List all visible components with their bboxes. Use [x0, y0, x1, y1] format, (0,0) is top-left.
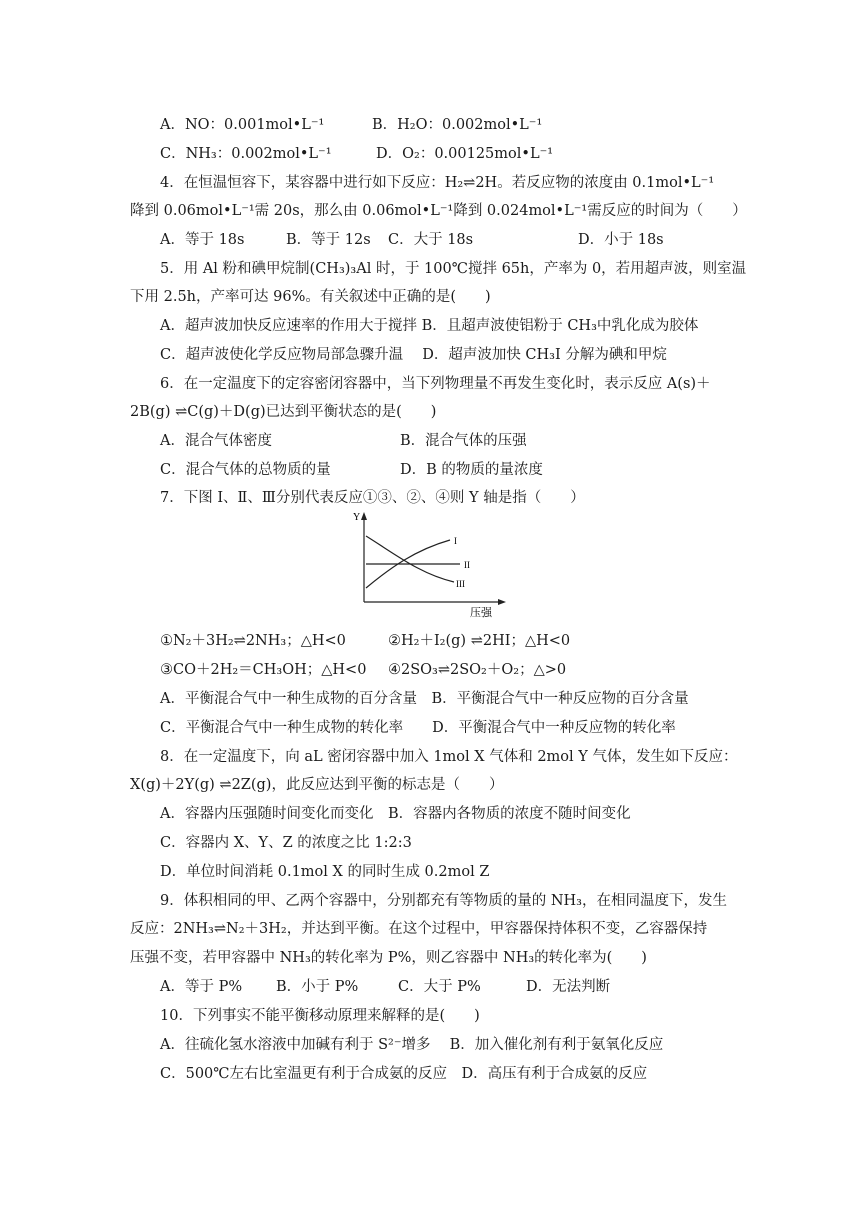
q8-options-ab: A．容器内压强随时间变化而变化 B．容器内各物质的浓度不随时间变化 [160, 806, 631, 822]
q9-option-d: D．无法判断 [526, 979, 611, 995]
q9-stem-line1: 9．体积相同的甲、乙两个容器中，分别都充有等物质的量的 NH₃，在相同温度下，发生 [160, 893, 727, 909]
curve-ii-label: II [464, 560, 470, 570]
q6-option-c: C．混合气体的总物质的量 [160, 462, 331, 478]
q7-reaction-3: ③CO＋2H₂＝CH₃OH；△H<0 [160, 662, 367, 678]
q6-option-d: D．B 的物质的量浓度 [400, 462, 543, 478]
q9-stem-line3: 压强不变，若甲容器中 NH₃的转化率为 P%，则乙容器中 NH₃的转化率为( ) [130, 950, 647, 966]
q3-option-a: A．NO：0.001mol•L⁻¹ [160, 117, 325, 133]
q5-options-cd: C．超声波使化学反应物局部急骤升温 D．超声波加快 CH₃I 分解为碘和甲烷 [160, 347, 667, 363]
x-axis-label: 压强 [470, 606, 492, 619]
q5-stem-line2: 下用 2.5h，产率可达 96%。有关叙述中正确的是( ) [130, 289, 491, 305]
q7-options-cd: C．平衡混合气中一种生成物的转化率 D．平衡混合气中一种反应物的转化率 [160, 720, 676, 736]
q9-option-b: B．小于 P% [276, 979, 359, 995]
q9-stem-line2: 反应：2NH₃⇌N₂＋3H₂，并达到平衡。在这个过程中，甲容器保持体积不变，乙容器保持 [130, 921, 708, 937]
q7-reaction-1: ①N₂＋3H₂⇌2NH₃；△H<0 [160, 633, 346, 649]
q7-options-ab: A．平衡混合气中一种生成物的百分含量 B．平衡混合气中一种反应物的百分含量 [160, 691, 689, 707]
q4-option-b: B．等于 12s [286, 232, 371, 248]
q4-option-d: D．小于 18s [578, 232, 664, 248]
q7-reaction-2: ②H₂＋I₂(g) ⇌2HI；△H<0 [388, 633, 571, 649]
q5-stem-line1: 5．用 Al 粉和碘甲烷制(CH₃)₃Al 时，于 100℃搅拌 65h，产率为 0，若用超声波，则室温 [160, 261, 747, 277]
q6-option-a: A．混合气体密度 [160, 433, 272, 449]
curve-iii-label: III [456, 579, 465, 589]
q10-options-cd: C．500℃左右比室温更有利于合成氨的反应 D．高压有利于合成氨的反应 [160, 1066, 648, 1082]
q10-options-ab: A．往硫化氢水溶液中加碱有利于 S²⁻增多 B．加入催化剂有利于氨氧化反应 [160, 1037, 664, 1053]
q7-reaction-4: ④2SO₃⇌2SO₂＋O₂；△>0 [388, 662, 567, 678]
q3-option-d: D．O₂：0.00125mol•L⁻¹ [376, 146, 554, 162]
y-axis-label: Y [353, 512, 361, 523]
q8-stem-line2: X(g)＋2Y(g) ⇌2Z(g)，此反应达到平衡的标志是（ ） [130, 777, 504, 793]
x-axis-arrow [498, 599, 506, 605]
q8-stem-line1: 8．在一定温度下，向 aL 密闭容器中加入 1mol X 气体和 2mol Y 气体，发生如下反应： [160, 749, 738, 765]
pressure-graph [350, 508, 510, 620]
q6-stem-line2: 2B(g) ⇌C(g)＋D(g)已达到平衡状态的是( ) [130, 404, 437, 420]
q8-option-c: C．容器内 X、Y、Z 的浓度之比 1:2:3 [160, 835, 412, 851]
q4-stem-line2: 降到 0.06mol•L⁻¹需 20s，那么由 0.06mol•L⁻¹降到 0.024mol•L⁻¹需反应的时间为（ ） [130, 203, 747, 219]
q9-option-c: C．大于 P% [398, 979, 481, 995]
curve-i-label: I [454, 536, 457, 546]
q4-stem-line1: 4．在恒温恒容下，某容器中进行如下反应：H₂⇌2H。若反应物的浓度由 0.1mol•L⁻¹ [160, 175, 715, 191]
q3-option-c: C．NH₃：0.002mol•L⁻¹ [160, 146, 332, 162]
q6-stem-line1: 6．在一定温度下的定容密闭容器中，当下列物理量不再发生变化时，表示反应 A(s)＋ [160, 376, 711, 392]
q7-stem: 7．下图 I、Ⅱ、Ⅲ分别代表反应①③、②、④则 Y 轴是指（ ） [160, 490, 585, 506]
q4-option-c: C．大于 18s [388, 232, 474, 248]
q8-option-d: D．单位时间消耗 0.1mol X 的同时生成 0.2mol Z [160, 864, 490, 880]
y-axis-arrow [361, 512, 367, 520]
q10-stem: 10．下列事实不能平衡移动原理来解释的是( ) [160, 1008, 480, 1024]
q6-option-b: B．混合气体的压强 [400, 433, 527, 449]
q9-option-a: A．等于 P% [160, 979, 243, 995]
q3-option-b: B．H₂O：0.002mol•L⁻¹ [372, 117, 543, 133]
q4-option-a: A．等于 18s [160, 232, 245, 248]
q5-options-ab: A．超声波加快反应速率的作用大于搅拌 B．且超声波使铝粉于 CH₃中乳化成为胶体 [160, 318, 699, 334]
